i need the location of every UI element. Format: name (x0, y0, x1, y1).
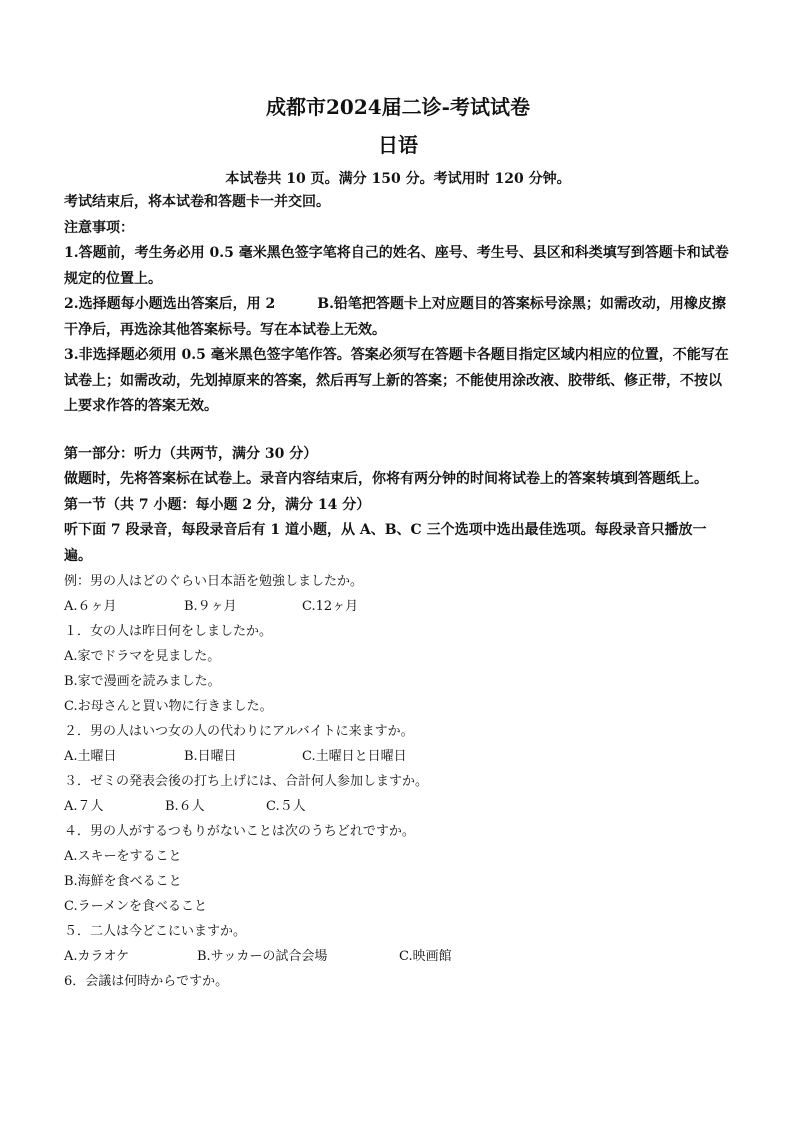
exam-meta: 本试卷共 10 页。满分 150 分。考试用时 120 分钟。 (225, 171, 571, 187)
option-a: A.スキーをすること (64, 849, 182, 864)
question-5-options (64, 944, 732, 969)
instruction-item-3: 3.非选择题必须用 0.5 毫米黑色签字笔作答。答案必须写在答题卡各题目指定区域内相应的位置，不能写在试卷上；如需改动，先划掉原来的答案，然后再写上新的答案；不能使用涂改液、胶带纸、修正带，不按以上要求作答的答案无效。 (64, 347, 729, 414)
option-c: C.映画館 (399, 949, 452, 964)
part1-intro: 做题时，先将答案标在试卷上。录音内容结束后，你将有两分钟的时间将试卷上的答案转填到答题纸上。 (64, 471, 708, 487)
option-c: C.お母さんと買い物に行きました。 (64, 699, 273, 714)
option-c: C.土曜日と日曜日 (302, 749, 407, 764)
option-b: B.海鮮を食べること (64, 874, 182, 889)
question-5: ５．二人は今どこにいますか。 (64, 924, 247, 939)
option-b: B.９ヶ月 (184, 599, 237, 614)
exam-title: 成都市2024届二诊-考试试卷 (266, 95, 530, 119)
option-a: A.６ヶ月 (64, 599, 117, 614)
question-3: ３．ゼミの発表会後の打ち上げには、合計何人参加しますか。 (64, 774, 429, 789)
option-c: C.ラーメンを食べること (64, 899, 207, 914)
example-options (64, 594, 732, 619)
option-a: A.土曜日 (64, 749, 117, 764)
spacer (64, 420, 732, 442)
question-4: ４．男の人がするつもりがないことは次のうちどれですか。 (64, 824, 415, 839)
question-6: 6．会議は何時からですか。 (64, 974, 229, 989)
question-2-options (64, 744, 732, 769)
instruction-item-1: 1.答题前，考生务必用 0.5 毫米黑色签字笔将自己的姓名、座号、考生号、县区和科类填写到答题卡和试卷规定的位置上。 (64, 245, 729, 287)
question-3-options (64, 794, 732, 819)
question-2: ２．男の人はいつ女の人の代わりにアルバイトに来ますか。 (64, 724, 414, 739)
option-b: B.６人 (165, 799, 205, 814)
option-b: B.サッカーの試合会場 (197, 949, 328, 964)
question-1: １．女の人は昨日何をしましたか。 (64, 624, 273, 639)
section1-intro: 听下面 7 段录音，每段录音后有 1 道小题，从 A、B、C 三个选项中选出最佳选项。每段录音只播放一遍。 (64, 522, 707, 564)
section1-title: 第一节（共 7 小题：每小题 2 分，满分 14 分） (64, 496, 371, 513)
notes-heading: 注意事项： (64, 219, 134, 236)
option-a: A.家でドラマを見ました。 (64, 649, 221, 664)
part1-title: 第一部分：听力（共两节，满分 30 分） (64, 445, 318, 462)
example-question: 例：男の人はどのぐらい日本語を勉強しましたか。 (64, 574, 364, 589)
subject-title: 日语 (378, 133, 418, 157)
option-b: B.日曜日 (184, 749, 237, 764)
option-b: B.家で漫画を読みました。 (64, 674, 221, 689)
option-c: C.５人 (266, 799, 306, 814)
return-note: 考试结束后，将本试卷和答题卡一并交回。 (64, 194, 330, 210)
option-a: A.カラオケ (64, 949, 130, 964)
option-a: A.７人 (64, 799, 104, 814)
option-c: C.12ヶ月 (302, 599, 359, 614)
instruction-item-2: 2.选择题每小题选出答案后，用 2 B.铅笔把答题卡上对应题目的答案标号涂黑；如需改动，用橡皮擦干净后，再选涂其他答案标号。写在本试卷上无效。 (64, 296, 726, 338)
